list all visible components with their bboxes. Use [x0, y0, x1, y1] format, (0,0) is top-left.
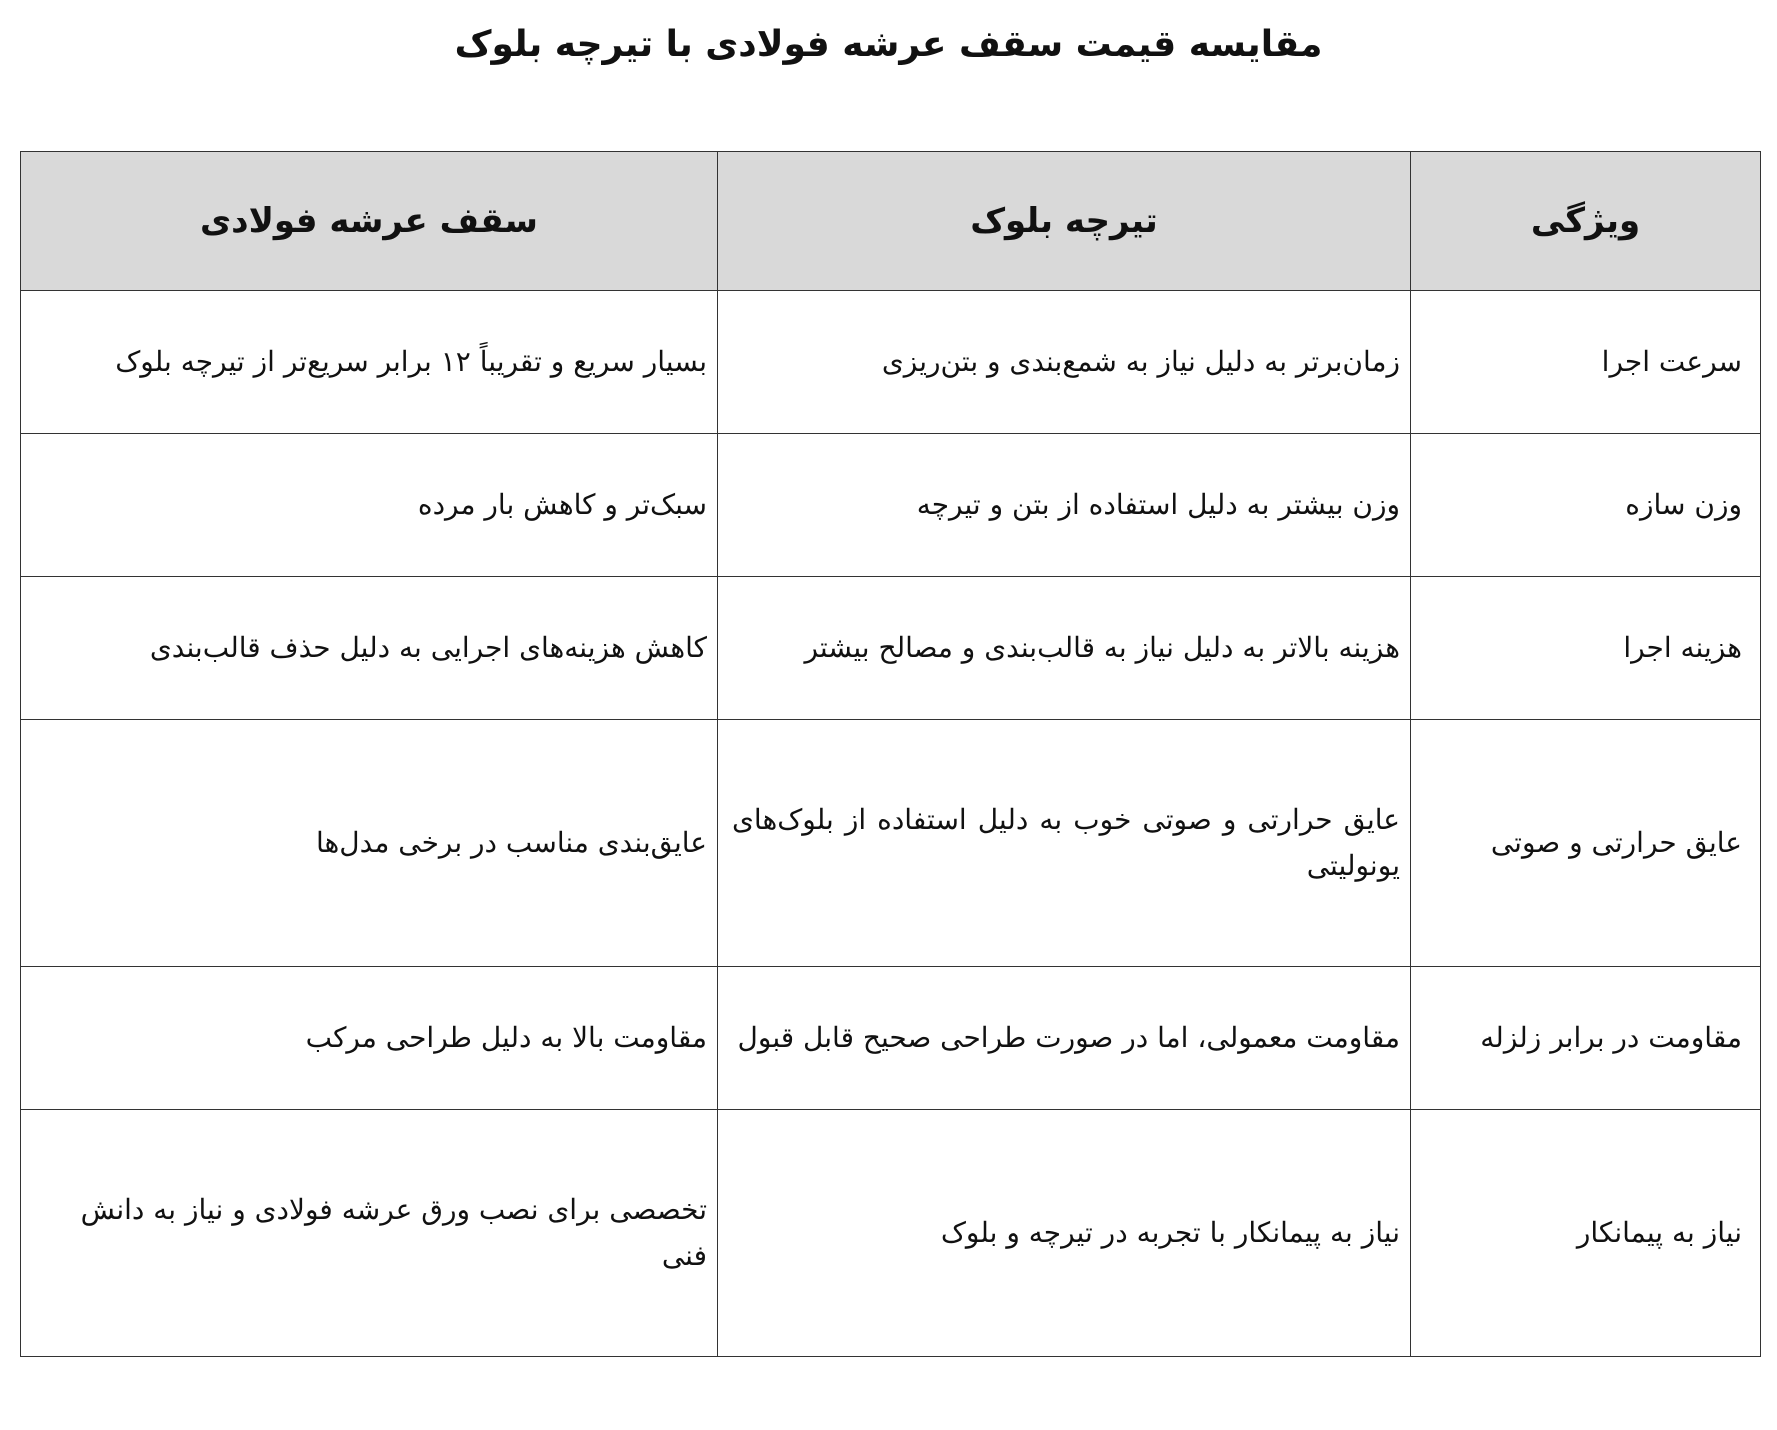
table-row: [21, 967, 1761, 1110]
cell-feature: نیاز به پیمانکار: [1411, 1110, 1761, 1357]
cell-tirche-block: وزن بیشتر به دلیل استفاده از بتن و تیرچه: [718, 434, 1411, 577]
cell-feature: مقاومت در برابر زلزله: [1411, 967, 1761, 1110]
table-row: [21, 720, 1761, 967]
cell-tirche-block: نیاز به پیمانکار با تجربه در تیرچه و بلوک: [718, 1110, 1411, 1357]
header-feature: ویژگی: [1411, 152, 1761, 291]
table-row: [21, 291, 1761, 434]
cell-steel-deck: بسیار سریع و تقریباً ۱۲ برابر سریع‌تر از تیرچه بلوک: [21, 291, 718, 434]
cell-steel-deck: تخصصی برای نصب ورق عرشه فولادی و نیاز به دانش فنی: [21, 1110, 718, 1357]
cell-feature: هزینه اجرا: [1411, 577, 1761, 720]
cell-tirche-block: زمان‌برتر به دلیل نیاز به شمع‌بندی و بتن‌ریزی: [718, 291, 1411, 434]
document-title: مقایسه قیمت سقف عرشه فولادی با تیرچه بلوک: [454, 24, 1323, 65]
cell-feature: سرعت اجرا: [1411, 291, 1761, 434]
header-steel-deck: سقف عرشه فولادی: [21, 152, 718, 291]
cell-tirche-block: هزینه بالاتر به دلیل نیاز به قالب‌بندی و مصالح بیشتر: [718, 577, 1411, 720]
table-row: [21, 434, 1761, 577]
table-header-row: [21, 152, 1761, 291]
table-row: [21, 1110, 1761, 1357]
cell-steel-deck: عایق‌بندی مناسب در برخی مدل‌ها: [21, 720, 718, 967]
cell-feature: عایق حرارتی و صوتی: [1411, 720, 1761, 967]
cell-steel-deck: کاهش هزینه‌های اجرایی به دلیل حذف قالب‌بندی: [21, 577, 718, 720]
cell-steel-deck: مقاومت بالا به دلیل طراحی مرکب: [21, 967, 718, 1110]
comparison-table: [20, 151, 1761, 1357]
header-tirche-block: تیرچه بلوک: [718, 152, 1411, 291]
cell-tirche-block: مقاومت معمولی، اما در صورت طراحی صحیح قابل قبول: [718, 967, 1411, 1110]
cell-tirche-block: عایق حرارتی و صوتی خوب به دلیل استفاده از بلوک‌های یونولیتی: [718, 720, 1411, 967]
cell-steel-deck: سبک‌تر و کاهش بار مرده: [21, 434, 718, 577]
table-row: [21, 577, 1761, 720]
cell-feature: وزن سازه: [1411, 434, 1761, 577]
